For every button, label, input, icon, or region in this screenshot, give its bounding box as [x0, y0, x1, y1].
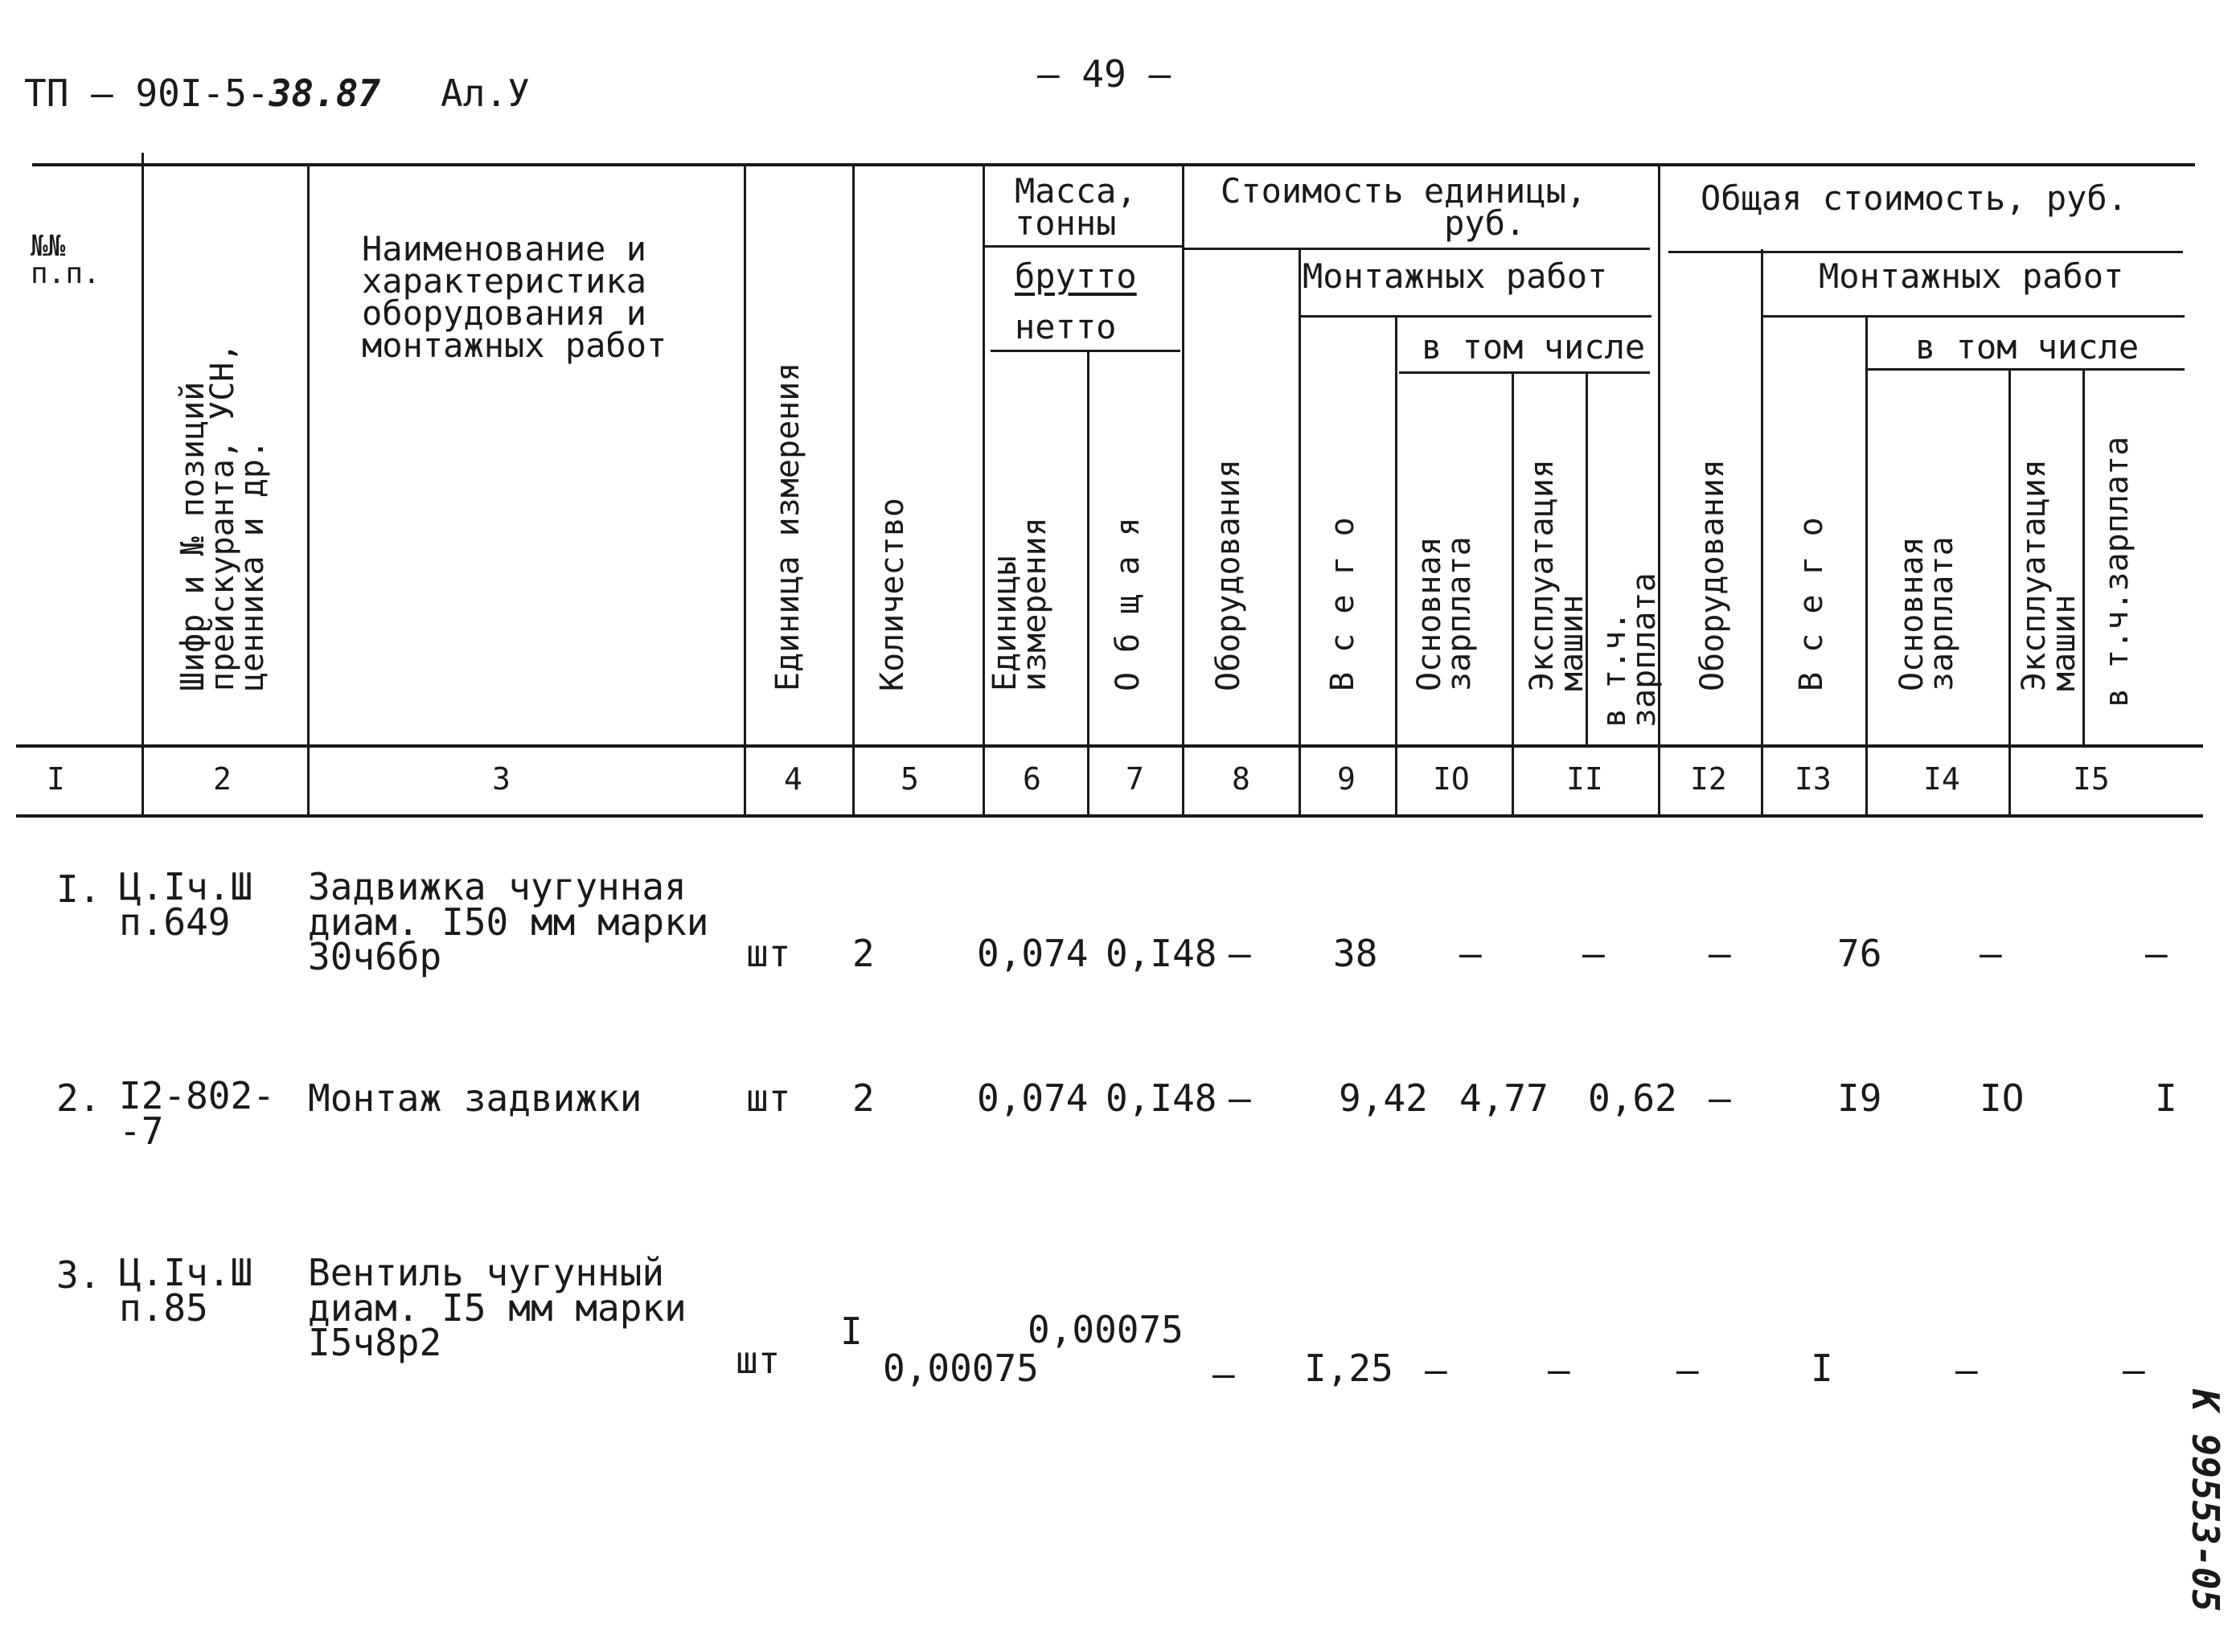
document-code	[24, 74, 380, 113]
column-number: 2	[213, 761, 232, 797]
vline-5	[983, 165, 985, 814]
header-mass-total: О б щ а я	[1110, 517, 1147, 691]
vline-14	[1865, 318, 1868, 814]
row-quantity: 2	[852, 932, 875, 975]
header-unit: Единица измерения	[769, 362, 806, 691]
vline-3	[744, 165, 746, 814]
row-all-total: I9	[1837, 1076, 1882, 1120]
column-number: II	[1566, 761, 1603, 797]
row-equipment-total: –	[1676, 1348, 1699, 1392]
row-wage-total: –	[1955, 1348, 1978, 1392]
row-equipment-total: –	[1709, 932, 1731, 975]
brutto-netto-line	[991, 350, 1180, 352]
row-mass-total: 0,I48	[1106, 1076, 1217, 1120]
column-number: I	[47, 761, 65, 797]
vline-16	[2082, 370, 2085, 744]
header-bottom-line	[16, 744, 2203, 748]
row-machine: –	[1582, 932, 1605, 975]
header-total-2: В с е г о	[1793, 517, 1830, 691]
total-cost-line	[1668, 251, 2183, 253]
header-netto: нетто	[1015, 307, 1117, 346]
vline-2	[307, 165, 310, 814]
header-mass-unit: Единицы измерения	[987, 517, 1053, 691]
header-brutto: брутто	[1015, 256, 1137, 296]
row-number: 3.	[56, 1253, 101, 1297]
column-number: 4	[784, 761, 802, 797]
row-all-total: 76	[1837, 932, 1882, 975]
vline-8	[1299, 249, 1301, 814]
row-machine: –	[1548, 1348, 1570, 1392]
row-unit: шт	[746, 932, 791, 975]
table-top-line	[32, 163, 2195, 166]
vline-10	[1512, 374, 1514, 814]
header-including-2: в том числе	[1915, 327, 2140, 367]
row-price-code: Ц.Iч.Ш п.649	[119, 865, 253, 944]
row-equipment-cost: –	[1229, 1076, 1251, 1120]
row-machine: 0,62	[1588, 1076, 1677, 1120]
column-number: 9	[1337, 761, 1356, 797]
row-wage-total: –	[1980, 932, 2002, 975]
header-machine-2: Эксплуатация машин	[2016, 459, 2082, 691]
vline-1	[142, 153, 144, 814]
document-code-prefix: ТП – 90I-5-	[24, 72, 269, 115]
vline-6	[1087, 350, 1089, 814]
incl1-line	[1399, 371, 1650, 374]
row-wage-total: IO	[1980, 1076, 2025, 1120]
row-all-total: I	[1811, 1347, 1833, 1390]
header-row-number: №№ п.п.	[31, 230, 101, 291]
row-mass-unit: 0,074	[977, 932, 1089, 975]
header-machine-wage-1: в т.ч. зарплата	[1596, 572, 1663, 728]
mass-header-line	[985, 245, 1182, 248]
row-equipment-cost: –	[1212, 1352, 1235, 1396]
row-mass-unit: 0,00075	[883, 1347, 1039, 1390]
header-machine-wage-2: в т.ч.зарплата	[2099, 436, 2136, 707]
vline-4	[852, 165, 855, 814]
header-equipment-2: Оборудования	[1694, 459, 1731, 691]
header-quantity: Количество	[874, 498, 911, 691]
header-total-1: В с е г о	[1324, 517, 1361, 691]
row-mass-unit: 0,074	[977, 1076, 1089, 1120]
header-including-1: в том числе	[1422, 327, 1646, 367]
header-wage-2: Основная зарплата	[1894, 536, 1960, 691]
row-mass-total: 0,00075	[1028, 1308, 1184, 1351]
row-wage: –	[1425, 1348, 1447, 1392]
row-quantity: 2	[852, 1076, 875, 1120]
row-name: Монтаж задвижки	[308, 1076, 642, 1120]
vline-13	[1761, 249, 1763, 814]
vline-15	[2008, 370, 2011, 814]
header-name: Наименование и характеристика оборудования и монтажных работ	[362, 229, 667, 365]
row-name: Вентиль чугунный диам. I5 мм марки I5ч8р2	[308, 1251, 687, 1365]
page-number: – 49 –	[1037, 52, 1171, 96]
row-number: 2.	[56, 1076, 101, 1120]
header-total-cost: Общая стоимость, руб.	[1701, 178, 2128, 218]
row-number: I.	[56, 867, 101, 911]
column-number: 7	[1126, 761, 1144, 797]
header-mounting-1: Монтажных работ	[1303, 256, 1608, 296]
header-price-code: Шифр и № позиций прейскуранта, УСН, ценника и др.	[174, 342, 271, 691]
column-number: IO	[1433, 761, 1470, 797]
header-mass: Масса, тонны	[1015, 171, 1137, 243]
row-total-cost: 38	[1333, 932, 1378, 975]
row-quantity: I	[840, 1310, 863, 1353]
row-total-cost: 9,42	[1339, 1076, 1428, 1120]
column-number: I4	[1923, 761, 1960, 797]
inventory-stamp: К 99553-05	[2184, 1389, 2227, 1612]
header-machine-1: Эксплуатация машин	[1524, 459, 1590, 691]
row-unit: шт	[736, 1338, 781, 1382]
document-code-handwritten: 38.87	[269, 72, 381, 115]
column-number: I5	[2073, 761, 2110, 797]
row-equipment-total: –	[1709, 1076, 1731, 1120]
row-price-code: Ц.Iч.Ш п.85	[119, 1251, 253, 1330]
row-wage: 4,77	[1459, 1076, 1549, 1120]
album-label: Ал.У	[441, 72, 530, 115]
row-machine-total: I	[2155, 1076, 2177, 1120]
mount2-line	[1762, 315, 2185, 318]
vline-9	[1395, 318, 1397, 814]
vline-7	[1182, 165, 1184, 814]
row-price-code: I2-802- -7	[119, 1074, 275, 1153]
mount1-line	[1301, 315, 1651, 318]
row-total-cost: I,25	[1304, 1347, 1393, 1390]
row-mass-total: 0,I48	[1106, 932, 1217, 975]
header-mounting-2: Монтажных работ	[1819, 256, 2124, 296]
column-number: 6	[1023, 761, 1041, 797]
column-number: 8	[1232, 761, 1250, 797]
row-machine-total: –	[2123, 1348, 2145, 1392]
row-machine-total: –	[2145, 932, 2168, 975]
row-equipment-cost: –	[1229, 932, 1251, 975]
header-equipment: Оборудования	[1210, 459, 1247, 691]
header-wage-1: Основная зарплата	[1411, 536, 1478, 691]
column-number-line	[16, 814, 2203, 818]
row-name: Задвижка чугунная диам. I50 мм марки 30ч6бр	[308, 865, 709, 979]
row-wage: –	[1459, 932, 1482, 975]
row-unit: шт	[746, 1076, 791, 1120]
column-number: I2	[1690, 761, 1727, 797]
header-unit-cost: Стоимость единицы, руб.	[1221, 171, 1587, 243]
column-number: 3	[492, 761, 511, 797]
unit-cost-line	[1184, 248, 1650, 250]
column-number: I3	[1795, 761, 1832, 797]
incl2-line	[1867, 368, 2185, 371]
column-number: 5	[901, 761, 919, 797]
